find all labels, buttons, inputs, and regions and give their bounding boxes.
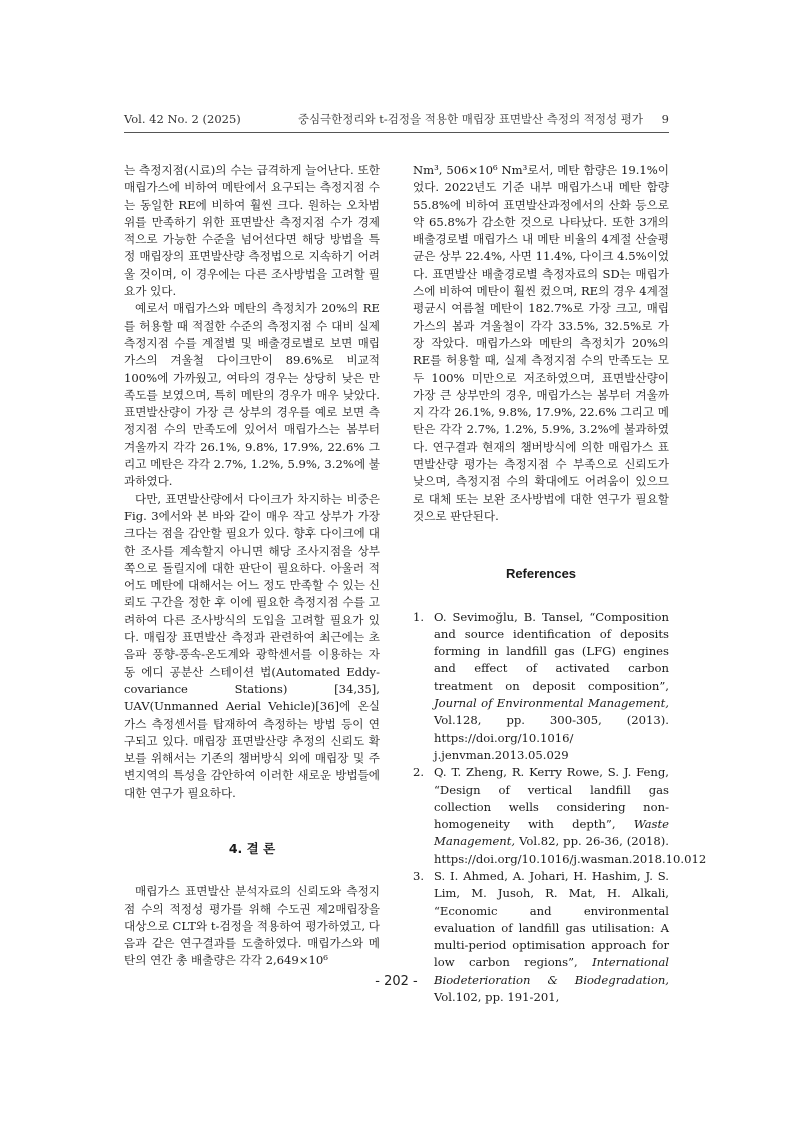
reference-text: Q. T. Zheng, R. Kerry Rowe, S. J. Feng, “Design of vertical landfill gas collection wells considering non-homogeneity with depth”, [434, 765, 669, 832]
reference-text: S. I. Ahmed, A. Johari, H. Hashim, J. S. Lim, M. Jusoh, R. Mat, H. Alkali, “Economic and environmental evaluation of landfill gas utilisation: A multi-period optimisation approach for low carbon regions”, [434, 868, 669, 970]
references-heading: References [505, 566, 577, 582]
reference-details: Vol.82, pp. 26-36, (2018). https://doi.org/10.1016/j.wasman.2018.10.012 [434, 834, 707, 866]
reference-list [413, 609, 707, 1007]
reference-item [413, 764, 707, 868]
paragraph: Nm³, 506×10⁶ Nm³로서, 메탄 함량은 19.1%이었다. 2022년도 기준 내부 매립가스내 메탄 함량 55.8%에 비하여 표면발산과정에서의 산화 등으로 약 65.8%가 감소한 것으로 나타났다. 또한 3개의 배출경로별 매립가스 내 메탄 비율의 4계절 산술평균은 상부 22.4%, 사면 11.4%, 다이크 4.5%이었다. 표면발산 배출경로별 측정자료의 SD는 매립가스에 비하여 메탄이 훨씬 컸으며, RE의 경우 4계절 평균시 여름철 메탄이 182.7%로 가장 크고, 매립가스의 봄과 겨울철이 각각 33.5%, 32.5%로 가장 작았다. 매립가스와 메탄의 측정치가 20%의 RE를 허용할 때, 실제 측정지점 수의 만족도는 모두 100% 미만으로 저조하였으며, 표면발산량이 가장 큰 상부만의 경우, 매립가스는 봄부터 겨울까지 각각 26.1%, 9.8%, 17.9%, 22.6% 그리고 메탄은 각각 2.7%, 1.2%, 5.9%, 3.2%에 불과하였다. 연구결과 현재의 챔버방식에 의한 매립가스 표면발산량 평가는 측정지점 수 부족으로 신뢰도가 낮으며, 측정지점 수의 확대에도 어려움이 있으므로 대체 또는 보완 조사방법에 대한 연구가 필요할 것으로 판단된다. [413, 163, 669, 523]
section-heading-conclusion: 4. 결 론 [228, 840, 276, 856]
reference-journal: Waste Management, [434, 817, 669, 849]
header-rule [124, 132, 669, 133]
running-title: 중심극한정리와 t-검정을 적용한 매립장 표면발산 측정의 적정성 평가 [297, 112, 643, 126]
reference-number: 1. [413, 609, 425, 624]
reference-journal: Journal of Environmental Management, [434, 696, 669, 711]
reference-number: 2. [413, 765, 425, 780]
reference-details: Vol.102, pp. 191-201, [434, 990, 560, 1005]
paragraph: 예로서 매립가스와 메탄의 측정치가 20%의 RE를 허용할 때 적절한 수준의 측정지점 수 대비 실제 측정지점 수를 계절별 및 배출경로별로 보면 매립가스의 겨울철 다이크만이 89.6%로 비교적 100%에 가까웠고, 여타의 경우는 상당히 낮은 만족도를 보였으며, 특히 메탄의 경우가 매우 낮았다. 표면발산량이 가장 큰 상부의 경우를 예로 보면 측정지점 수의 만족도에 있어서 매립가스는 봄부터 겨울까지 각각 26.1%, 9.8%, 17.9%, 22.6% 그리고 메탄은 각각 2.7%, 1.2%, 5.9%, 3.2%에 불과하였다. [124, 301, 380, 489]
right-column [413, 162, 707, 1006]
paragraph: 매립가스 표면발산 분석자료의 신뢰도와 측정지점 수의 적정성 평가를 위해 수도권 제2매립장을 대상으로 CLT와 t-검정을 적용하여 평가하였고, 다음과 같은 연구결과를 도출하였다. 매립가스와 메탄의 연간 총 배출량은 각각 2,649×10⁶ [124, 884, 380, 968]
paragraph: 는 측정지점(시료)의 수는 급격하게 늘어난다. 또한 매립가스에 비하여 메탄에서 요구되는 측정지점 수는 동일한 RE에 비하여 훨씬 크다. 원하는 오차범위를 만족하기 위한 표면발산 측정지점 수가 경제적으로 가능한 수준을 넘어선다면 해당 방법을 특정 매립장의 표면발산량 측정법으로 지속하기 어려울 것이며, 이 경우에는 다른 조사방법을 고려할 필요가 있다. [124, 163, 380, 299]
reference-item [413, 609, 669, 765]
left-column [124, 162, 380, 970]
reference-number: 3. [413, 868, 425, 883]
reference-text: O. Sevimoğlu, B. Tansel, “Composition and source identification of deposits forming in landfill gas (LFG) engines and effect of activated carbon treatment on deposit composition”, [434, 609, 669, 693]
reference-journal: International Biodeterioration & Biodegradation, [434, 955, 670, 987]
reference-details: Vol.128, pp. 300-305, (2013). https://doi.org/10.1016/ j.jenvman.2013.05.029 [434, 713, 669, 762]
paragraph: 다만, 표면발산량에서 다이크가 차지하는 비중은 Fig. 3에서와 본 바와 같이 매우 작고 상부가 가장 크다는 점을 감안할 필요가 있다. 향후 다이크에 대한 조사를 계속할지 아니면 해당 조사지점을 상부쪽으로 돌릴지에 대한 판단이 필요하다. 아울러 적어도 메탄에 대해서는 어느 정도 만족할 수 있는 신뢰도 구간을 정한 후 이에 필요한 측정지점 수를 고려하여 다른 조사방식의 도입을 고려할 필요가 있다. 매립장 표면발산 측정과 관련하여 최근에는 초음파 풍향-풍속-온도계와 광학센서를 이용하는 자동 에디 공분산 스테이션 법(Automated Eddy-covariance Stations) [34,35], UAV(Unmanned Aerial Vehicle)[36]에 온실가스 측정센서를 탑재하여 측정하는 방법 등이 연구되고 있다. 매립장 표면발산량 추정의 신뢰도 확보를 위해서는 기존의 챔버방식 외에 매립장 및 주변지역의 특성을 감안하여 이러한 새로운 방법들에 대한 연구가 필요하다. [124, 491, 380, 800]
header-page-number: 9 [661, 112, 669, 126]
page-footer-number: - 202 - [375, 974, 418, 989]
journal-volume: Vol. 42 No. 2 (2025) [124, 112, 241, 126]
running-header [124, 110, 669, 128]
